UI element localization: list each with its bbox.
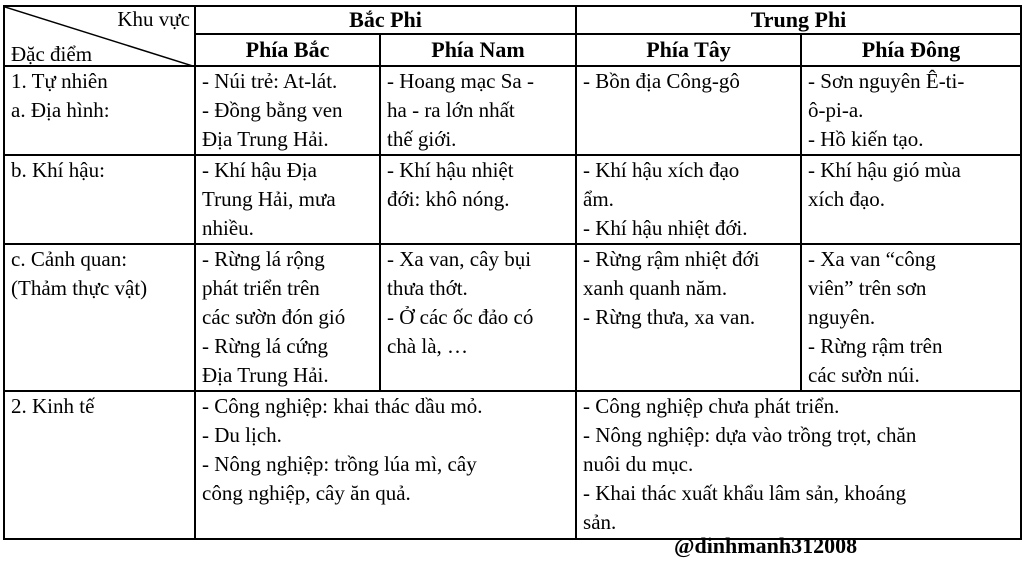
cell-line: ẩm.	[583, 187, 614, 211]
cell-line: 1. Tự nhiên	[11, 69, 108, 93]
cell-line: nuôi du mục.	[583, 452, 694, 476]
cell-line: - Sơn nguyên Ê-ti-	[808, 69, 965, 93]
cell-line: c. Cảnh quan:	[11, 247, 128, 271]
table-cell	[195, 244, 380, 391]
cell-line: nguyên.	[808, 305, 876, 329]
cell-line: công nghiệp, cây ăn quả.	[202, 481, 411, 505]
cell-line: - Rừng rậm trên	[808, 334, 943, 358]
row-label	[4, 244, 195, 391]
cell-line: - Khí hậu Địa	[202, 158, 317, 182]
cell-line: 2. Kinh tế	[11, 394, 95, 418]
cell-line: Địa Trung Hải.	[202, 127, 329, 151]
table-cell	[380, 155, 576, 244]
north-side-header: Phía Bắc	[195, 34, 380, 66]
cell-line: nhiều.	[202, 216, 254, 240]
cell-line: (Thảm thực vật)	[11, 276, 148, 300]
table-cell	[195, 155, 380, 244]
cell-line: - Nông nghiệp: trồng lúa mì, cây	[202, 452, 477, 476]
cell-line: - Hoang mạc Sa -	[387, 69, 534, 93]
cell-line: ha - ra lớn nhất	[387, 98, 515, 122]
cell-line: - Khí hậu gió mùa	[808, 158, 961, 182]
table-row	[4, 391, 1021, 539]
cell-line: xích đạo.	[808, 187, 885, 211]
cell-line: - Núi trẻ: At-lát.	[202, 69, 338, 93]
corner-header-cell	[4, 6, 195, 66]
cell-line: các sườn đón gió	[202, 305, 346, 329]
west-side-header: Phía Tây	[576, 34, 801, 66]
table-cell	[801, 155, 1021, 244]
cell-line: - Rừng lá rộng	[202, 247, 325, 271]
east-side-header: Phía Đông	[801, 34, 1021, 66]
comparison-table	[3, 5, 1022, 540]
row-label	[4, 155, 195, 244]
table-cell	[801, 66, 1021, 155]
cell-line: - Du lịch.	[202, 423, 282, 447]
cell-line: - Xa van “công	[808, 247, 936, 271]
cell-line: - Nông nghiệp: dựa vào trồng trọt, chăn	[583, 423, 917, 447]
cell-line: phát triển trên	[202, 276, 320, 300]
table-cell	[195, 391, 576, 539]
cell-line: - Công nghiệp chưa phát triển.	[583, 394, 840, 418]
table-cell	[576, 66, 801, 155]
cell-line: - Khí hậu nhiệt	[387, 158, 514, 182]
cell-line: ô-pi-a.	[808, 98, 864, 122]
table-cell	[195, 66, 380, 155]
table-cell	[576, 244, 801, 391]
cell-line: các sườn núi.	[808, 363, 920, 387]
cell-line: - Bồn địa Công-gô	[583, 69, 740, 93]
feature-label: Đặc điểm	[11, 42, 93, 66]
north-africa-header: Bắc Phi	[195, 6, 576, 34]
cell-line: sản.	[583, 510, 617, 534]
cell-line: - Ở các ốc đảo có	[387, 305, 534, 329]
cell-line: - Khí hậu xích đạo	[583, 158, 740, 182]
region-label: Khu vực	[117, 7, 190, 31]
cell-line: - Hồ kiến tạo.	[808, 127, 924, 151]
table-row	[4, 66, 1021, 155]
cell-line: - Khai thác xuất khẩu lâm sản, khoáng	[583, 481, 907, 505]
cell-line: - Rừng rậm nhiệt đới	[583, 247, 760, 271]
cell-line: thế giới.	[387, 127, 457, 151]
cell-line: b. Khí hậu:	[11, 158, 105, 182]
cell-line: thưa thớt.	[387, 276, 468, 300]
cell-line: - Xa van, cây bụi	[387, 247, 532, 271]
table-cell	[380, 66, 576, 155]
table-cell	[380, 244, 576, 391]
cell-line: viên” trên sơn	[808, 276, 927, 300]
cell-line: - Đồng bằng ven	[202, 98, 343, 122]
cell-line: - Rừng lá cứng	[202, 334, 328, 358]
cell-line: - Rừng thưa, xa van.	[583, 305, 756, 329]
row-label	[4, 66, 195, 155]
table-cell	[576, 391, 1021, 539]
cell-line: - Khí hậu nhiệt đới.	[583, 216, 748, 240]
author-credit: @dinhmanh312008	[674, 533, 858, 558]
cell-line: chà là, …	[387, 334, 469, 358]
table-cell	[801, 244, 1021, 391]
table-row	[4, 155, 1021, 244]
table-cell	[576, 155, 801, 244]
central-africa-header: Trung Phi	[576, 6, 1021, 34]
cell-line: xanh quanh năm.	[583, 276, 728, 300]
south-side-header: Phía Nam	[380, 34, 576, 66]
cell-line: a. Địa hình:	[11, 98, 110, 122]
cell-line: Trung Hải, mưa	[202, 187, 336, 211]
row-label	[4, 391, 195, 539]
table-row	[4, 244, 1021, 391]
cell-line: - Công nghiệp: khai thác dầu mỏ.	[202, 394, 483, 418]
cell-line: đới: khô nóng.	[387, 187, 510, 211]
cell-line: Địa Trung Hải.	[202, 363, 329, 387]
